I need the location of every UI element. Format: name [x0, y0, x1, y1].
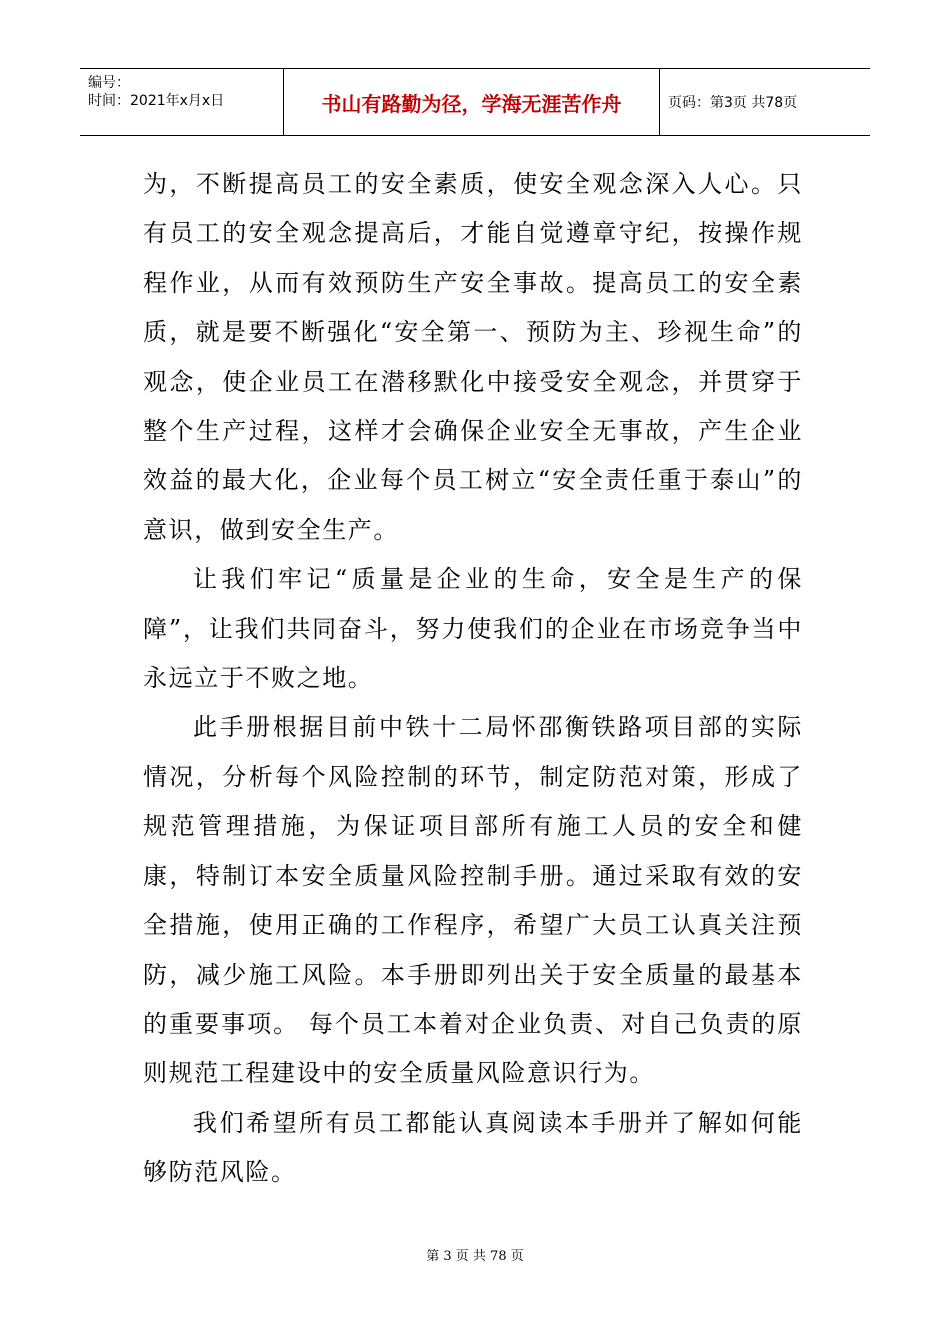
paragraph-continuation: 为，不断提高员工的安全素质，使安全观念深入人心。只有员工的安全观念提高后，才能自觉遵章守纪，按操作规程作业，从而有效预防生产安全事故。提高员工的安全素质，就是要不断强化“安全第一、预防为主、珍视生命”的观念，使企业员工在潜移默化中接受安全观念，并贯穿于整个生产过程，这样才会确保企业安全无事故，产生企业效益的最大化，企业每个员工树立“安全责任重于泰山”的意识，做到安全生产。	[143, 170, 803, 544]
header-motto-cell	[283, 69, 660, 135]
paragraph-quality-motto: 让我们牢记“质量是企业的生命，安全是生产的保障”，让我们共同奋斗，努力使我们的企业在市场竞争当中永远立于不败之地。	[143, 565, 803, 693]
header-motto: 书山有路勤为径，学海无涯苦作舟	[321, 91, 622, 116]
serial-number-label: 编号：	[88, 75, 130, 91]
header-meta	[80, 69, 283, 135]
header-page-label: 页码：第3页 共78页	[668, 95, 798, 111]
paragraph-manual-purpose: 此手册根据目前中铁十二局怀邵衡铁路项目部的实际情况，分析每个风险控制的环节，制定防范对策，形成了规范管理措施，为保证项目部所有施工人员的安全和健康，特制订本安全质量风险控制手册。通过采取有效的安全措施，使用正确的工作程序，希望广大员工认真关注预防，减少施工风险。本手册即列出关于安全质量的最基本的重要事项。 每个员工本着对企业负责、对自己负责的原则规范工程建设中的安全质量风险意识行为。	[143, 713, 803, 1088]
date-label: 时间：2021年x月x日	[88, 93, 225, 109]
paragraph-reading-request: 我们希望所有员工都能认真阅读本手册并了解如何能够防范风险。	[143, 1108, 803, 1187]
page-footer: 第 3 页 共 78 页	[426, 1249, 524, 1264]
page-header	[80, 68, 870, 136]
document-body	[143, 160, 803, 1198]
